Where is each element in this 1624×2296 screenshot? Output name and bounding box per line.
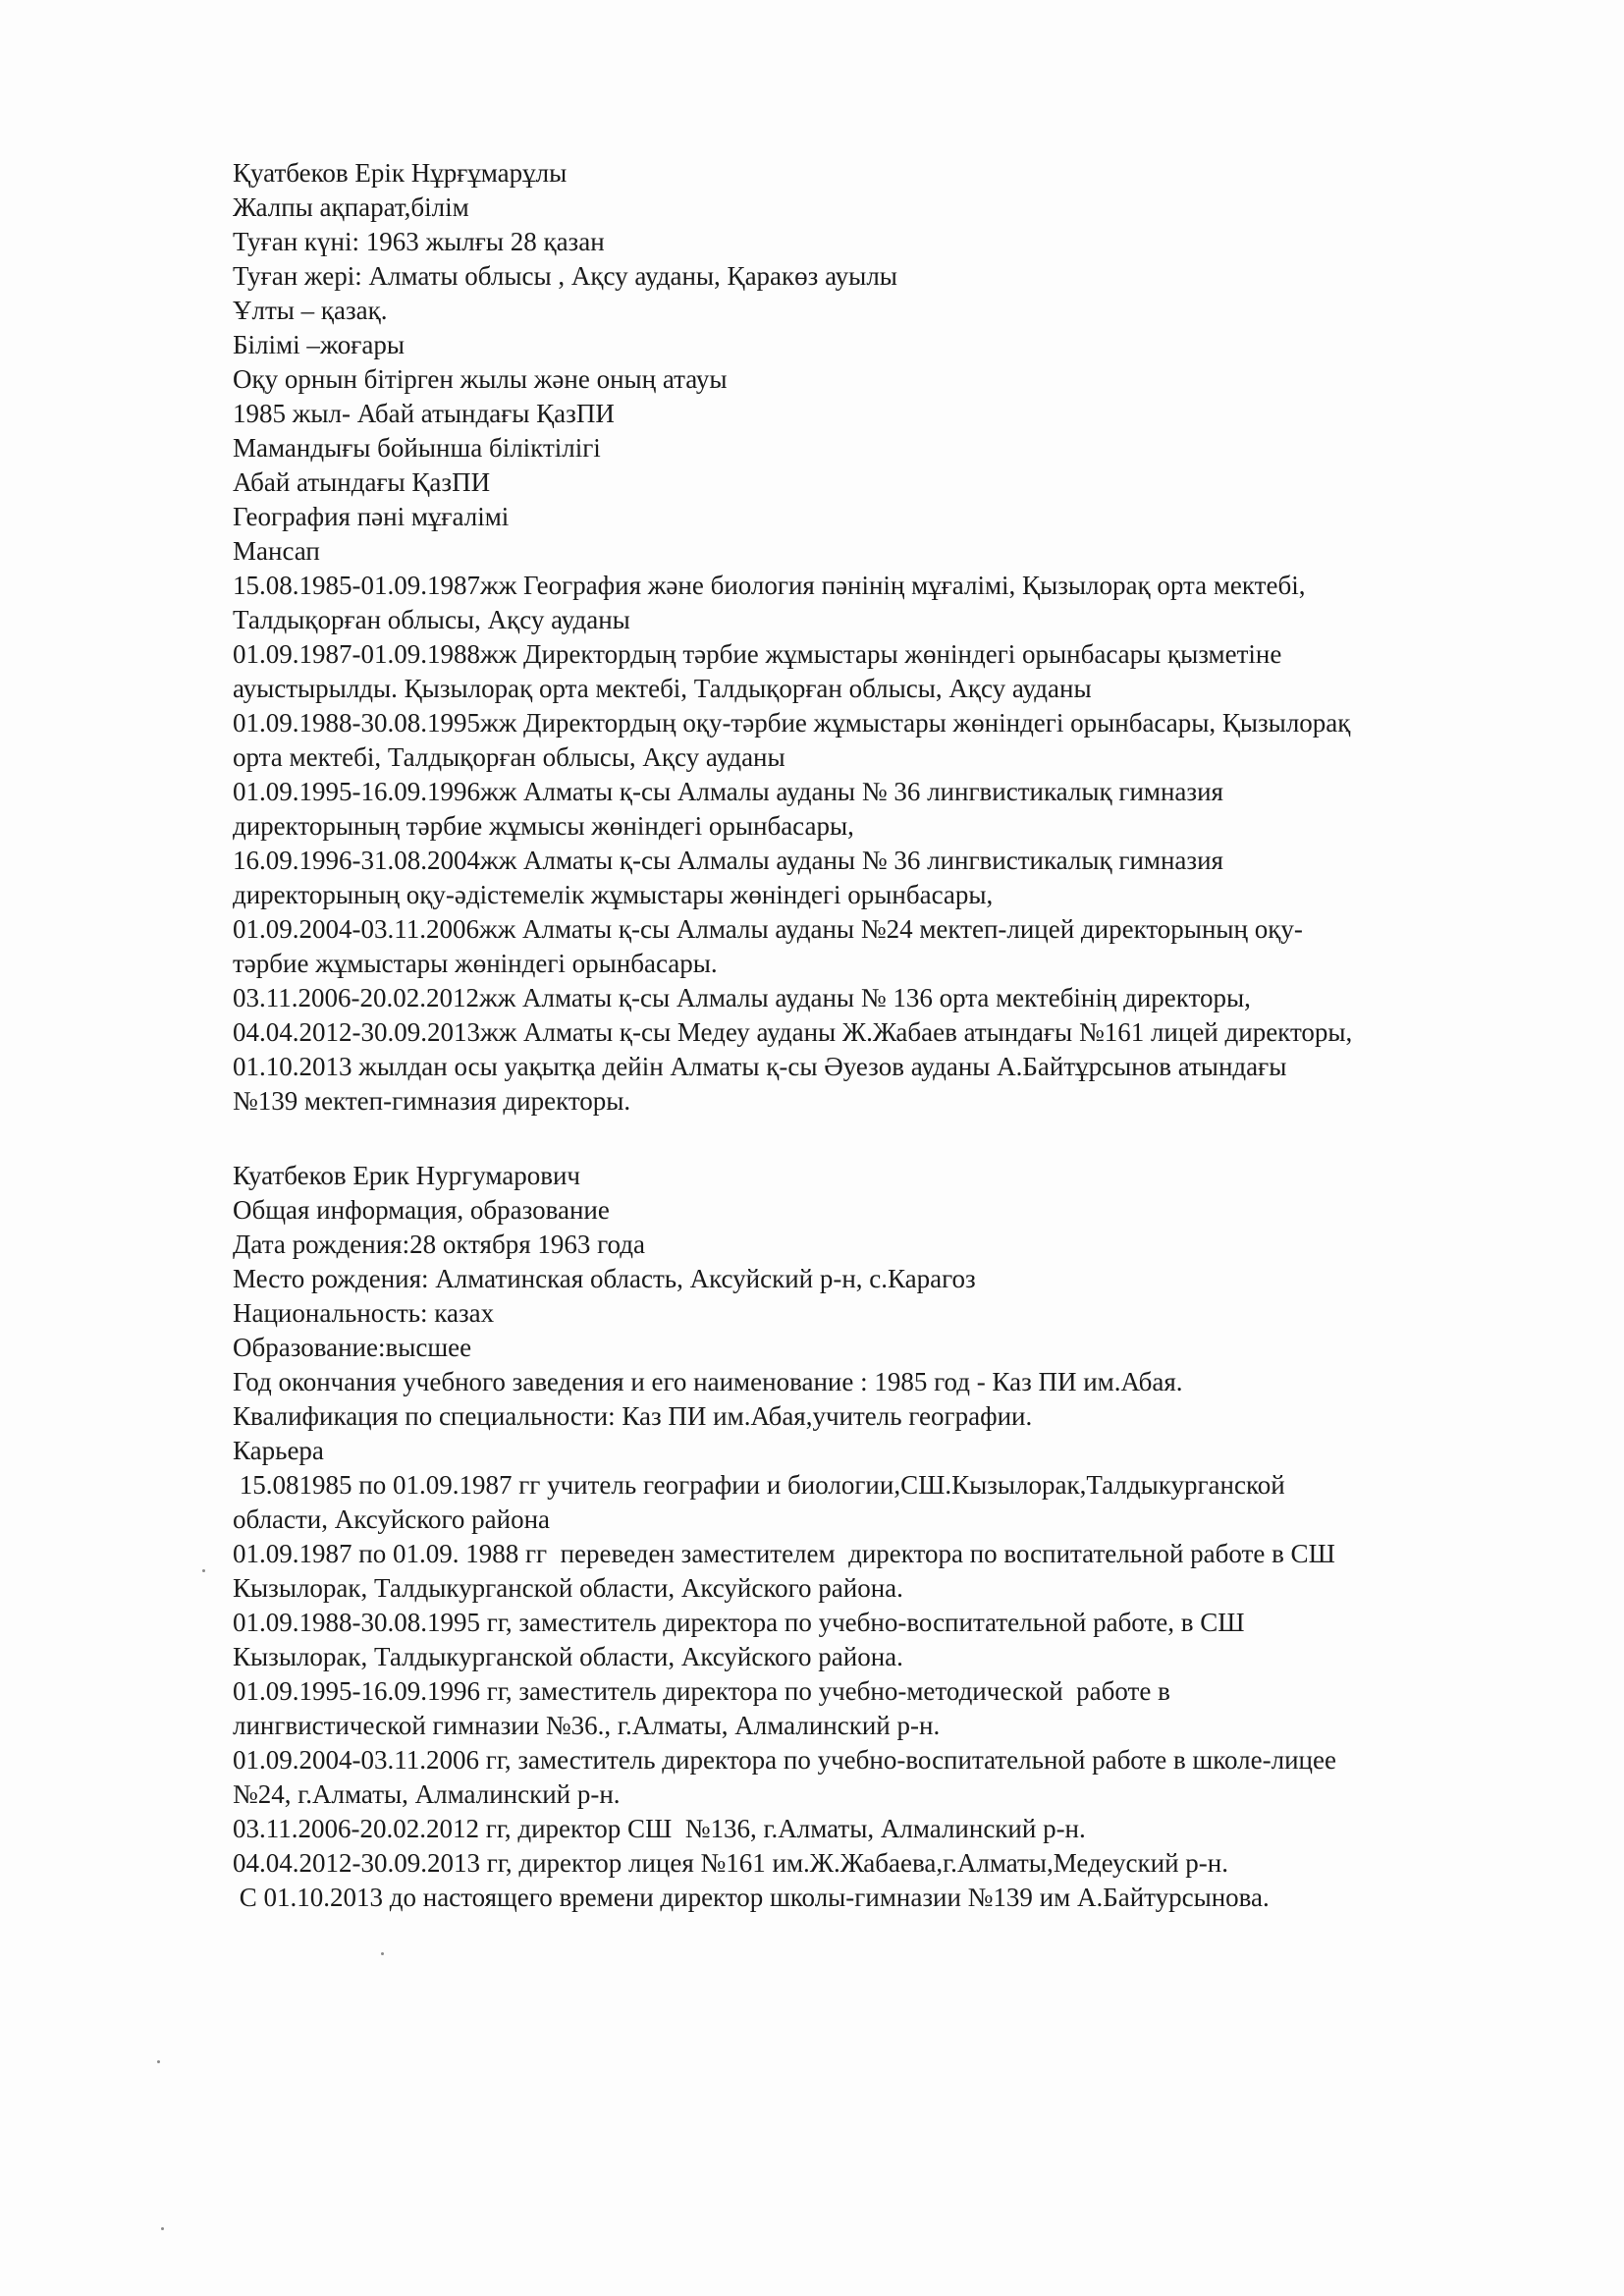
kz-birth-place: Туған жері: Алматы облысы , Ақсу ауданы, Қаракөз ауылы [233,261,897,291]
kz-career-line: 01.09.1995-16.09.1996жж Алматы қ-сы Алмалы ауданы № 36 лингвистикалық гимназия [233,777,1223,806]
ru-section-general-info: Общая информация, образование [233,1195,610,1225]
scan-speck [161,2227,164,2230]
ru-career-line: 01.09.1988-30.08.1995 гг, заместитель директора по учебно-воспитательной работе, в СШ [233,1608,1245,1637]
ru-career-heading: Карьера [233,1436,324,1465]
ru-graduation: Год окончания учебного заведения и его наименование : 1985 год - Каз ПИ им.Абая. [233,1367,1183,1396]
kz-graduation-label: Оқу орнын бітірген жылы және оның атауы [233,364,728,394]
kz-career-line: орта мектебі, Талдықорған облысы, Ақсу ауданы [233,742,785,772]
kz-graduation-value: 1985 жыл- Абай атындағы ҚазПИ [233,399,615,428]
kz-career-line: 04.04.2012-30.09.2013жж Алматы қ-сы Медеу ауданы Ж.Жабаев атындағы №161 лицей директоры, [233,1017,1353,1047]
ru-birth-date: Дата рождения:28 октября 1963 года [233,1230,645,1259]
kz-section-general-info: Жалпы ақпарат,білім [233,192,469,222]
kz-full-name: Қуатбеков Ерік Нұрғұмарұлы [233,158,568,188]
kz-nationality: Ұлты – қазақ. [233,296,388,325]
scan-speck [157,2060,160,2063]
scan-speck [381,1952,384,1955]
kazakh-biography [233,156,1539,1119]
ru-career-line: 01.09.1987 по 01.09. 1988 гг переведен заместителем директора по воспитательной работе в СШ [233,1539,1335,1568]
ru-career-line: С 01.10.2013 до настоящего времени директор школы-гимназии №139 им А.Байтурсынова. [233,1883,1270,1912]
kz-career-line: 01.09.1988-30.08.1995жж Директордың оқу-тәрбие жұмыстары жөніндегі орынбасары, Қызылорақ [233,708,1351,738]
ru-full-name: Куатбеков Ерик Нургумарович [233,1161,581,1190]
kz-qualification-institution: Абай атындағы ҚазПИ [233,467,491,497]
ru-education: Образование:высшее [233,1333,472,1362]
ru-career-line: 15.081985 по 01.09.1987 гг учитель географии и биологии,СШ.Кызылорак,Талдыкурганской [233,1470,1285,1500]
kz-career-line: директорының оқу-әдістемелік жұмыстары жөніндегі орынбасары, [233,880,994,909]
kz-career-line: директорының тәрбие жұмысы жөніндегі орынбасары, [233,811,854,841]
kz-career-line: ауыстырылды. Қызылорақ орта мектебі, Талдықорған облысы, Ақсу ауданы [233,674,1092,703]
ru-career-line: 01.09.1995-16.09.1996 гг, заместитель директора по учебно-методической работе в [233,1676,1170,1706]
ru-career-line: области, Аксуйского района [233,1504,551,1534]
kz-education: Білімі –жоғары [233,330,405,359]
kz-career-line: 01.10.2013 жылдан осы уақытқа дейін Алматы қ-сы Әуезов ауданы А.Байтұрсынов атындағы [233,1052,1287,1081]
kz-career-line: Талдықорған облысы, Ақсу ауданы [233,605,630,634]
kz-career-line: 15.08.1985-01.09.1987жж География және биология пәнінің мұғалімі, Қызылорақ орта мектебі, [233,571,1306,600]
kz-career-line: 01.09.2004-03.11.2006жж Алматы қ-сы Алмалы ауданы №24 мектеп-лицей директорының оқу- [233,914,1303,944]
ru-career-line: 04.04.2012-30.09.2013 гг, директор лицея №161 им.Ж.Жабаева,г.Алматы,Медеуский р-н. [233,1848,1228,1878]
ru-career-line: 01.09.2004-03.11.2006 гг, заместитель директора по учебно-воспитательной работе в школе-лицее [233,1745,1336,1775]
kz-career-heading: Мансап [233,536,320,566]
ru-career-line: Кызылорак, Талдыкурганской области, Аксуйского района. [233,1642,903,1671]
ru-birth-place: Место рождения: Алматинская область, Аксуйский р-н, с.Карагоз [233,1264,976,1293]
ru-career-line: Кызылорак, Талдыкурганской области, Аксуйского района. [233,1573,903,1603]
russian-biography [233,1159,1539,1915]
kz-birth-date: Туған күні: 1963 жылғы 28 қазан [233,227,605,256]
ru-career-line: лингвистической гимназии №36., г.Алматы, Алмалинский р-н. [233,1711,941,1740]
ru-qualification: Квалификация по специальности: Каз ПИ им.Абая,учитель географии. [233,1401,1033,1431]
scan-speck [202,1569,205,1572]
kz-career-line: 01.09.1987-01.09.1988жж Директордың тәрбие жұмыстары жөніндегі орынбасары қызметіне [233,639,1282,669]
ru-nationality: Национальность: казах [233,1298,495,1328]
kz-qualification-label: Мамандығы бойынша біліктілігі [233,433,601,463]
ru-career-line: №24, г.Алматы, Алмалинский р-н. [233,1779,621,1809]
kz-qualification-value: География пәні мұғалімі [233,502,510,531]
ru-career-line: 03.11.2006-20.02.2012 гг, директор СШ №136, г.Алматы, Алмалинский р-н. [233,1814,1086,1843]
kz-career-line: 16.09.1996-31.08.2004жж Алматы қ-сы Алмалы ауданы № 36 лингвистикалық гимназия [233,846,1223,875]
kz-career-line: №139 мектеп-гимназия директоры. [233,1086,631,1116]
kz-career-line: 03.11.2006-20.02.2012жж Алматы қ-сы Алмалы ауданы № 136 орта мектебінің директоры, [233,983,1251,1012]
kz-career-line: тәрбие жұмыстары жөніндегі орынбасары. [233,949,718,978]
